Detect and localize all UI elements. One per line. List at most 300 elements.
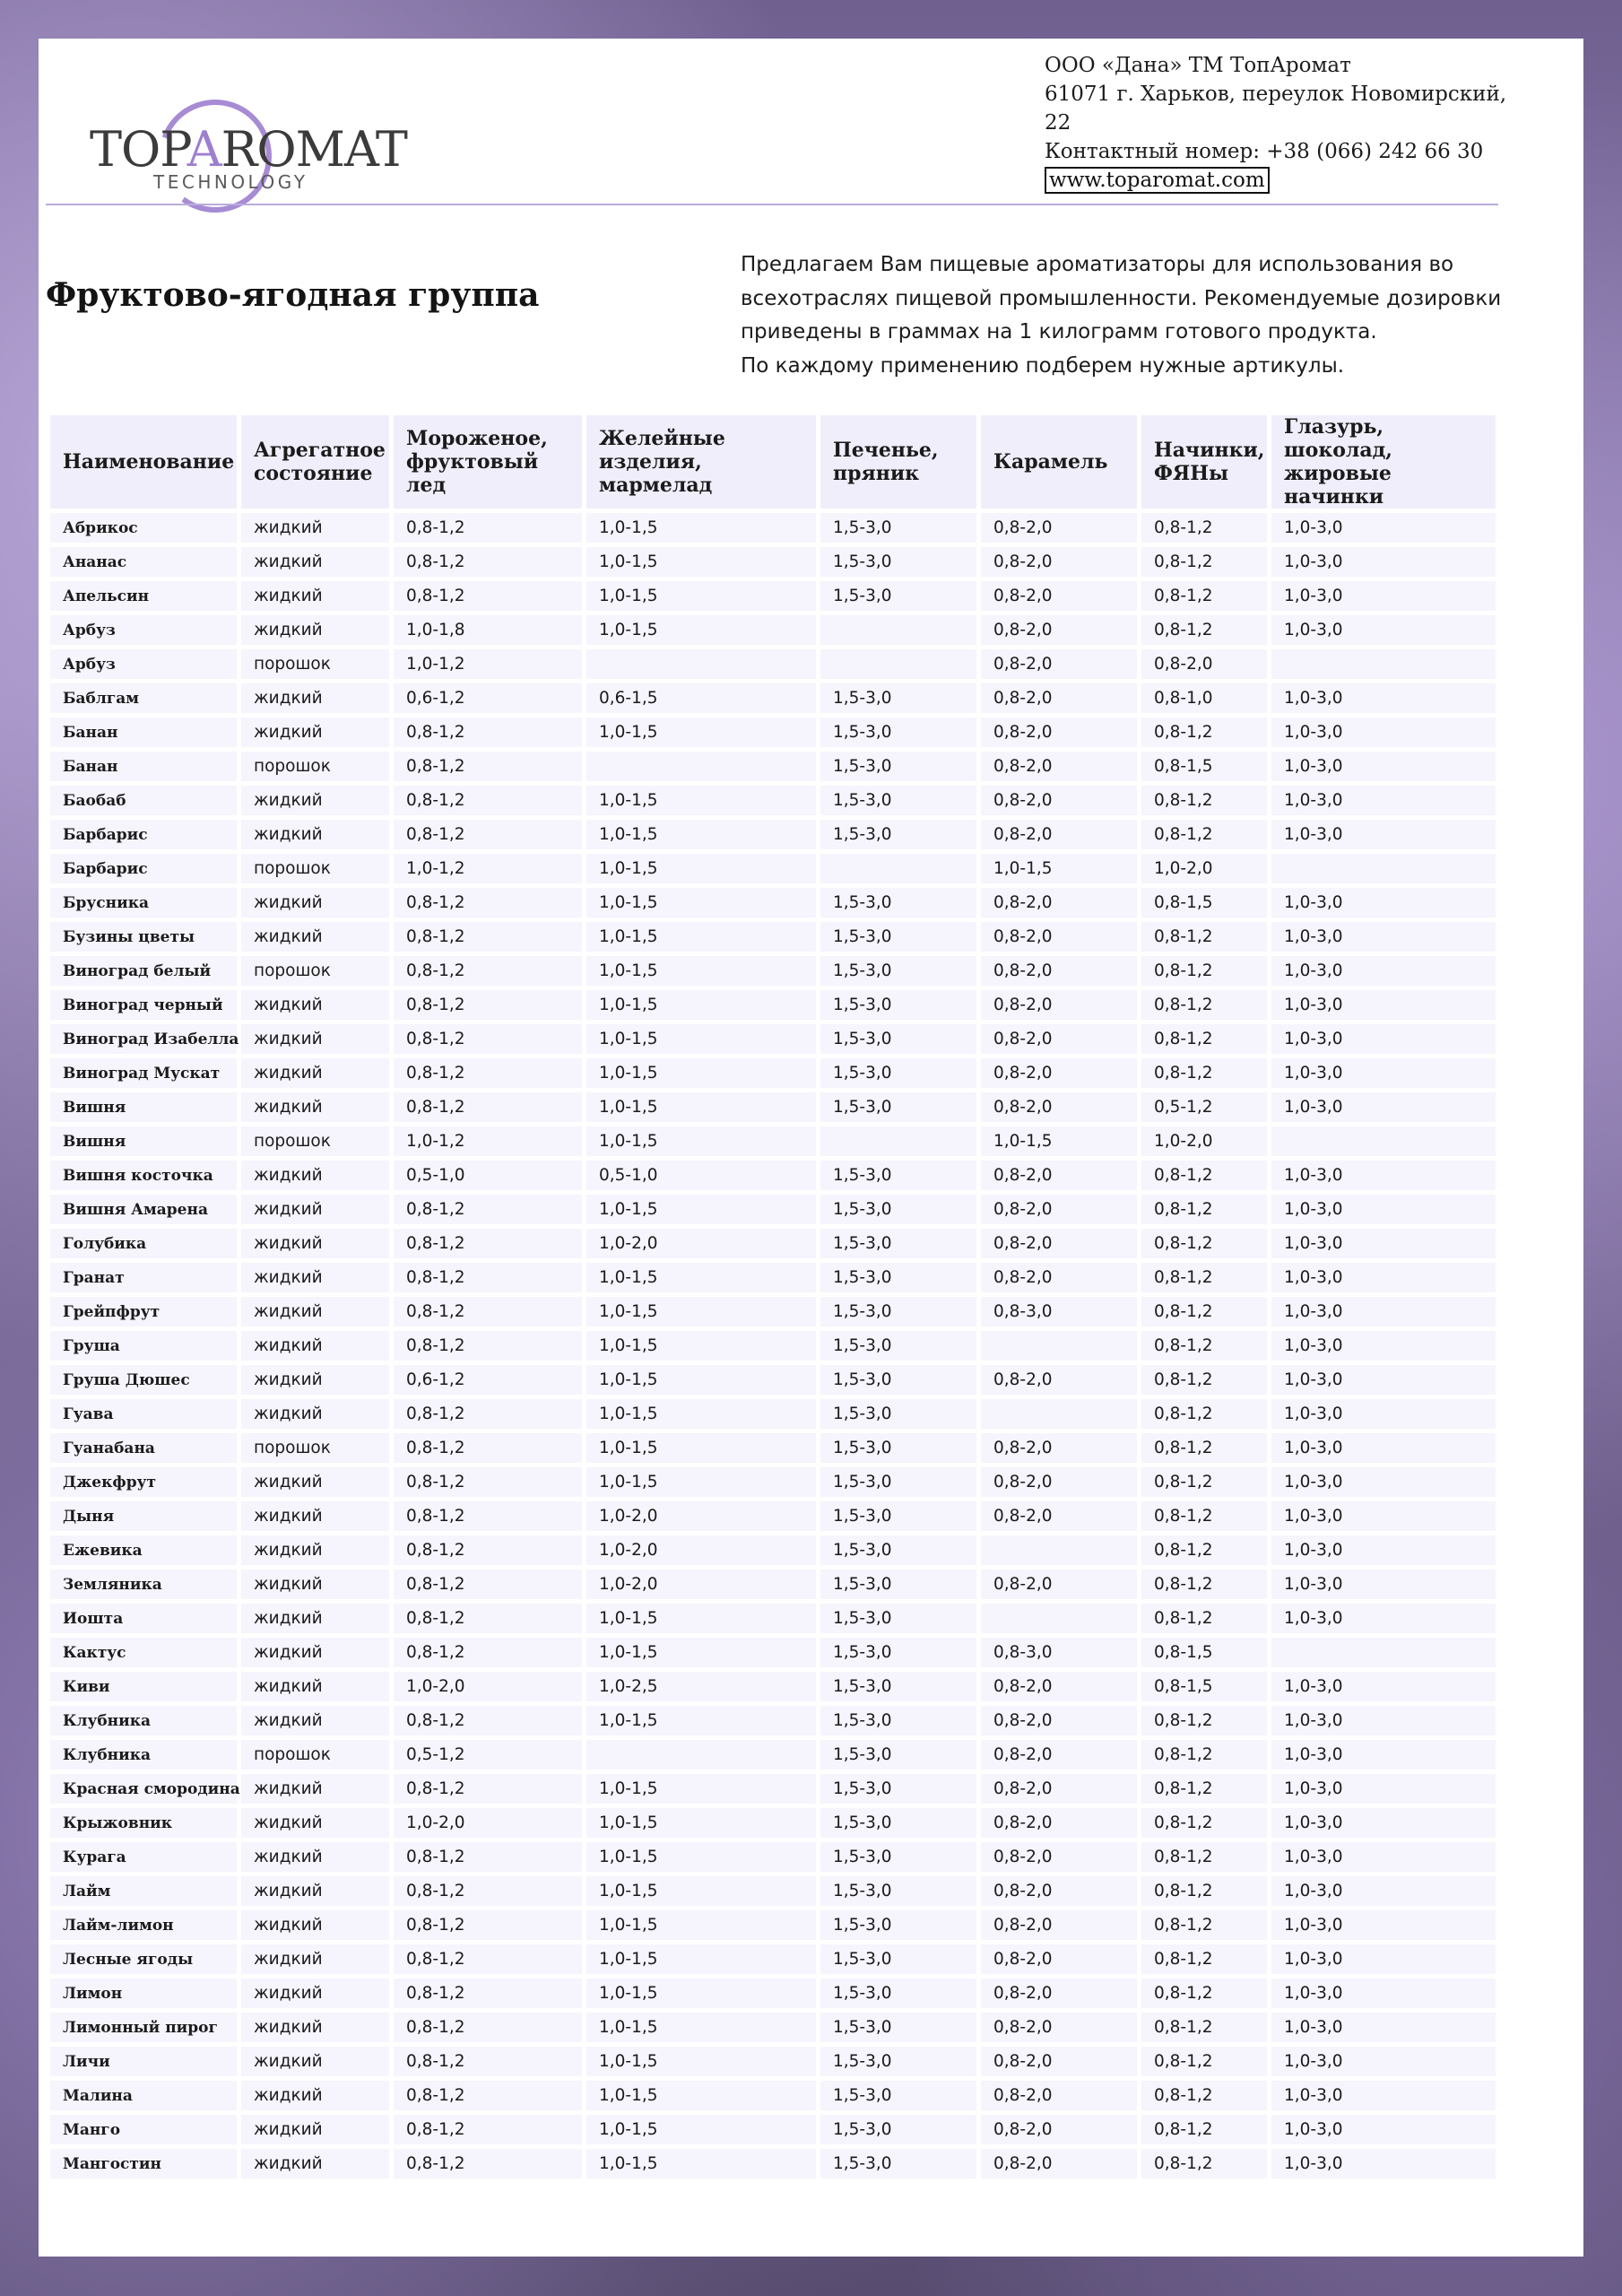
dosage-cell: 1,5-3,0 bbox=[820, 1944, 976, 1974]
dosage-cell: 0,8-1,5 bbox=[1141, 888, 1267, 918]
dosage-cell: 0,8-1,2 bbox=[1141, 1433, 1267, 1463]
product-name-cell: Манго bbox=[50, 2115, 237, 2144]
dosage-cell: 0,8-1,2 bbox=[1141, 820, 1267, 849]
column-header-line: Желейные bbox=[599, 427, 725, 450]
intro-line: приведены в граммах на 1 килограмм готового продукта. bbox=[741, 320, 1377, 344]
product-name-cell: Арбуз bbox=[50, 649, 237, 679]
dosage-cell: 0,8-1,2 bbox=[1141, 1706, 1267, 1735]
table-row bbox=[50, 888, 1496, 918]
dosage-cell: 0,8-1,2 bbox=[1141, 1399, 1267, 1429]
product-name-cell: Лесные ягоды bbox=[50, 1944, 237, 1974]
product-name-cell: Мангостин bbox=[50, 2149, 237, 2179]
product-name-cell: Виноград Мускат bbox=[50, 1058, 237, 1088]
dosage-cell: 1,0-1,5 bbox=[586, 513, 816, 543]
dosage-cell: 1,0-1,5 bbox=[586, 1638, 816, 1667]
intro-line: Предлагаем Вам пищевые ароматизаторы для использования во bbox=[741, 253, 1454, 276]
column-header-line: Агрегатное bbox=[254, 439, 386, 462]
product-name-cell: Голубика bbox=[50, 1229, 237, 1258]
dosage-cell: 0,8-2,0 bbox=[981, 1433, 1137, 1463]
dosage-cell: 1,0-1,5 bbox=[586, 1399, 816, 1429]
dosage-cell: 1,0-3,0 bbox=[1271, 1433, 1496, 1463]
dosage-cell: 1,0-3,0 bbox=[1271, 718, 1496, 747]
dosage-cell: 1,0-1,5 bbox=[586, 1297, 816, 1326]
product-name-cell: Вишня bbox=[50, 1126, 237, 1156]
state-cell: жидкий bbox=[241, 1195, 389, 1224]
dosage-cell: 1,0-3,0 bbox=[1271, 1842, 1496, 1872]
product-name-cell: Баблгам bbox=[50, 683, 237, 713]
table-row bbox=[50, 2081, 1496, 2110]
dosage-cell: 0,8-1,2 bbox=[394, 1774, 582, 1804]
dosage-cell: 1,0-3,0 bbox=[1271, 1876, 1496, 1906]
dosage-cell: 1,5-3,0 bbox=[820, 1876, 976, 1906]
dosage-cell: 0,8-1,2 bbox=[394, 1399, 582, 1429]
state-cell: жидкий bbox=[241, 1092, 389, 1122]
dosage-cell: 1,0-2,0 bbox=[586, 1570, 816, 1599]
website-link[interactable]: www.toparomat.com bbox=[1045, 167, 1270, 194]
product-name-cell: Вишня bbox=[50, 1092, 237, 1122]
dosage-cell: 0,8-2,0 bbox=[981, 1672, 1137, 1701]
dosage-cell: 0,8-1,2 bbox=[394, 888, 582, 918]
dosage-cell: 0,8-1,2 bbox=[394, 1263, 582, 1292]
dosage-cell: 0,8-1,2 bbox=[394, 1229, 582, 1258]
dosage-cell: 1,0-1,5 bbox=[586, 922, 816, 952]
dosage-cell: 0,5-1,0 bbox=[586, 1161, 816, 1190]
dosage-cell: 0,8-1,2 bbox=[1141, 1058, 1267, 1088]
dosage-cell: 1,5-3,0 bbox=[820, 1399, 976, 1429]
dosage-cell: 1,0-3,0 bbox=[1271, 956, 1496, 986]
dosage-cell: 1,0-3,0 bbox=[1271, 1229, 1496, 1258]
table-row bbox=[50, 1570, 1496, 1599]
dosage-cell: 0,8-2,0 bbox=[981, 1195, 1137, 1224]
dosage-cell: 1,5-3,0 bbox=[820, 1604, 976, 1633]
dosage-cell: 1,0-3,0 bbox=[1271, 2081, 1496, 2110]
dosage-cell: 1,5-3,0 bbox=[820, 1195, 976, 1224]
product-name-cell: Груша bbox=[50, 1331, 237, 1361]
dosage-cell: 1,0-3,0 bbox=[1271, 1570, 1496, 1599]
company-name: ООО «Дана» ТМ ТопАромат bbox=[1045, 54, 1351, 77]
dosage-cell: 0,8-1,2 bbox=[1141, 1161, 1267, 1190]
dosage-cell: 1,0-3,0 bbox=[1271, 2115, 1496, 2144]
table-row bbox=[50, 718, 1496, 747]
dosage-cell bbox=[820, 1126, 976, 1156]
dosage-cell: 0,8-1,2 bbox=[394, 1297, 582, 1326]
dosage-cell: 1,5-3,0 bbox=[820, 1467, 976, 1497]
dosage-cell: 1,5-3,0 bbox=[820, 1672, 976, 1701]
table-row bbox=[50, 1808, 1496, 1838]
dosage-cell bbox=[1271, 1638, 1496, 1667]
dosage-cell: 1,0-3,0 bbox=[1271, 1263, 1496, 1292]
dosage-cell: 1,0-1,5 bbox=[586, 2081, 816, 2110]
state-cell: жидкий bbox=[241, 1774, 389, 1804]
dosage-cell: 0,8-1,2 bbox=[1141, 2013, 1267, 2042]
dosage-cell: 0,8-2,0 bbox=[981, 2115, 1137, 2144]
dosage-cell: 1,0-3,0 bbox=[1271, 1024, 1496, 1054]
dosage-cell: 0,8-1,2 bbox=[1141, 990, 1267, 1020]
state-cell: порошок bbox=[241, 1740, 389, 1770]
svg-text:TOPAROMAT bbox=[90, 121, 408, 178]
dosage-cell: 1,0-1,5 bbox=[586, 1092, 816, 1122]
dosage-cell: 0,8-1,2 bbox=[394, 2149, 582, 2179]
state-cell: жидкий bbox=[241, 547, 389, 577]
dosage-cell: 1,0-1,5 bbox=[586, 581, 816, 611]
dosage-cell: 1,0-1,5 bbox=[586, 1604, 816, 1633]
dosage-cell: 1,0-3,0 bbox=[1271, 547, 1496, 577]
state-cell: жидкий bbox=[241, 1638, 389, 1667]
state-cell: жидкий bbox=[241, 1501, 389, 1531]
dosage-cell: 0,8-1,2 bbox=[1141, 1535, 1267, 1565]
dosage-cell: 0,8-1,2 bbox=[1141, 1944, 1267, 1974]
column-header-line: пряник bbox=[833, 462, 920, 485]
dosage-cell: 1,0-2,0 bbox=[1141, 1126, 1267, 1156]
dosage-cell bbox=[586, 649, 816, 679]
dosage-cell bbox=[1271, 854, 1496, 883]
dosage-cell: 0,8-1,2 bbox=[1141, 786, 1267, 815]
dosage-cell: 0,8-1,2 bbox=[1141, 922, 1267, 952]
dosage-cell: 1,0-1,8 bbox=[394, 615, 582, 645]
dosage-cell: 1,5-3,0 bbox=[820, 922, 976, 952]
dosage-cell: 1,0-1,2 bbox=[394, 1126, 582, 1156]
column-header bbox=[586, 415, 816, 509]
dosage-cell: 1,5-3,0 bbox=[820, 1570, 976, 1599]
dosage-cell: 0,8-1,5 bbox=[1141, 1638, 1267, 1667]
dosage-cell: 0,8-1,2 bbox=[394, 1910, 582, 1940]
dosage-cell: 1,0-3,0 bbox=[1271, 683, 1496, 713]
state-cell: жидкий bbox=[241, 922, 389, 952]
state-cell: жидкий bbox=[241, 1910, 389, 1940]
state-cell: жидкий bbox=[241, 1297, 389, 1326]
dosage-cell: 1,0-3,0 bbox=[1271, 1706, 1496, 1735]
state-cell: жидкий bbox=[241, 820, 389, 849]
state-cell: порошок bbox=[241, 752, 389, 781]
dosage-cell: 0,8-2,0 bbox=[1141, 649, 1267, 679]
dosage-cell: 0,8-1,2 bbox=[394, 547, 582, 577]
dosage-cell: 1,5-3,0 bbox=[820, 1365, 976, 1395]
dosage-cell: 0,8-1,2 bbox=[1141, 1842, 1267, 1872]
dosage-cell: 1,0-3,0 bbox=[1271, 1604, 1496, 1633]
dosage-cell: 0,8-2,0 bbox=[981, 547, 1137, 577]
dosage-cell: 0,8-1,5 bbox=[1141, 1672, 1267, 1701]
dosage-cell: 1,0-2,5 bbox=[586, 1672, 816, 1701]
dosage-cell bbox=[586, 752, 816, 781]
table-row bbox=[50, 1535, 1496, 1565]
dosage-cell bbox=[820, 615, 976, 645]
column-header-line: ФЯНы bbox=[1154, 462, 1229, 485]
dosage-cell: 1,5-3,0 bbox=[820, 990, 976, 1020]
dosage-cell: 0,8-1,2 bbox=[1141, 2149, 1267, 2179]
dosage-cell: 1,5-3,0 bbox=[820, 2047, 976, 2076]
dosage-cell: 0,8-1,2 bbox=[394, 1467, 582, 1497]
state-cell: жидкий bbox=[241, 2149, 389, 2179]
product-name-cell: Брусника bbox=[50, 888, 237, 918]
dosage-cell: 0,8-2,0 bbox=[981, 1570, 1137, 1599]
dosage-cell: 0,8-2,0 bbox=[981, 990, 1137, 1020]
state-cell: жидкий bbox=[241, 1570, 389, 1599]
dosage-cell: 1,0-3,0 bbox=[1271, 1501, 1496, 1531]
product-name-cell: Вишня косточка bbox=[50, 1161, 237, 1190]
dosage-cell: 0,8-1,2 bbox=[1141, 2047, 1267, 2076]
column-header-line: жировые начинки bbox=[1284, 462, 1392, 509]
dosage-cell: 1,0-1,5 bbox=[586, 2013, 816, 2042]
dosage-cell: 1,0-2,0 bbox=[586, 1501, 816, 1531]
table-row bbox=[50, 1195, 1496, 1224]
dosage-cell: 0,8-1,5 bbox=[1141, 752, 1267, 781]
dosage-cell: 1,0-1,5 bbox=[586, 615, 816, 645]
table-row bbox=[50, 1944, 1496, 1974]
dosage-cell: 0,8-1,2 bbox=[1141, 615, 1267, 645]
dosage-cell: 0,8-2,0 bbox=[981, 1706, 1137, 1735]
dosage-cell: 1,5-3,0 bbox=[820, 1535, 976, 1565]
table-header-row bbox=[50, 415, 1496, 509]
dosage-cell: 0,8-2,0 bbox=[981, 683, 1137, 713]
column-header bbox=[241, 415, 389, 509]
dosage-cell: 0,8-2,0 bbox=[981, 615, 1137, 645]
table-row bbox=[50, 1467, 1496, 1497]
dosage-cell: 0,8-2,0 bbox=[981, 2013, 1137, 2042]
table-body bbox=[50, 513, 1496, 2179]
dosage-cell: 0,8-1,2 bbox=[1141, 1229, 1267, 1258]
table-row bbox=[50, 2115, 1496, 2144]
page-title: Фруктово-ягодная группа bbox=[46, 276, 540, 314]
dosage-cell: 0,8-1,2 bbox=[394, 1024, 582, 1054]
table-row bbox=[50, 1842, 1496, 1872]
dosage-cell: 1,5-3,0 bbox=[820, 1501, 976, 1531]
table-row bbox=[50, 956, 1496, 986]
logo-text-left: TOP bbox=[90, 121, 187, 178]
dosage-cell: 0,8-2,0 bbox=[981, 1740, 1137, 1770]
product-name-cell: Гранат bbox=[50, 1263, 237, 1292]
product-name-cell: Банан bbox=[50, 718, 237, 747]
product-name-cell: Лайм-лимон bbox=[50, 1910, 237, 1940]
intro-line: всехотраслях пищевой промышленности. Рекомендуемые дозировки bbox=[741, 286, 1502, 310]
state-cell: жидкий bbox=[241, 1024, 389, 1054]
table-row bbox=[50, 649, 1496, 679]
column-header-line: фруктовый лед bbox=[406, 450, 539, 497]
product-name-cell: Груша Дюшес bbox=[50, 1365, 237, 1395]
dosage-cell: 0,8-2,0 bbox=[981, 2149, 1137, 2179]
dosage-cell: 0,8-1,2 bbox=[1141, 1467, 1267, 1497]
dosage-cell: 1,0-1,5 bbox=[586, 1058, 816, 1088]
table-row bbox=[50, 1706, 1496, 1735]
dosage-cell: 0,8-2,0 bbox=[981, 1467, 1137, 1497]
dosage-cell: 1,5-3,0 bbox=[820, 1263, 976, 1292]
dosage-cell: 1,5-3,0 bbox=[820, 1910, 976, 1940]
dosage-cell: 1,5-3,0 bbox=[820, 1706, 976, 1735]
dosage-cell: 1,5-3,0 bbox=[820, 2013, 976, 2042]
dosage-cell: 1,0-3,0 bbox=[1271, 1467, 1496, 1497]
dosage-cell: 1,0-2,0 bbox=[586, 1535, 816, 1565]
table-row bbox=[50, 1229, 1496, 1258]
dosage-cell: 0,6-1,5 bbox=[586, 683, 816, 713]
dosage-cell: 0,8-1,2 bbox=[394, 1979, 582, 2008]
state-cell: жидкий bbox=[241, 1706, 389, 1735]
product-name-cell: Грейпфрут bbox=[50, 1297, 237, 1326]
table-row bbox=[50, 1024, 1496, 1054]
dosage-cell bbox=[981, 1331, 1137, 1361]
table-row bbox=[50, 1263, 1496, 1292]
dosage-cell: 0,5-1,2 bbox=[394, 1740, 582, 1770]
product-name-cell: Ананас bbox=[50, 547, 237, 577]
dosage-cell: 1,0-3,0 bbox=[1271, 888, 1496, 918]
dosage-cell bbox=[1271, 649, 1496, 679]
dosage-cell: 1,0-3,0 bbox=[1271, 820, 1496, 849]
table-row bbox=[50, 1740, 1496, 1770]
dosage-cell: 0,8-1,2 bbox=[394, 956, 582, 986]
dosage-cell: 0,8-1,2 bbox=[1141, 1570, 1267, 1599]
company-phone: Контактный номер: +38 (066) 242 66 30 bbox=[1045, 140, 1484, 163]
table-row bbox=[50, 820, 1496, 849]
state-cell: жидкий bbox=[241, 888, 389, 918]
dosage-cell: 1,0-3,0 bbox=[1271, 2149, 1496, 2179]
table-row bbox=[50, 1433, 1496, 1463]
state-cell: жидкий bbox=[241, 513, 389, 543]
product-name-cell: Клубника bbox=[50, 1706, 237, 1735]
dosage-cell: 1,0-3,0 bbox=[1271, 581, 1496, 611]
state-cell: жидкий bbox=[241, 1808, 389, 1838]
table-row bbox=[50, 513, 1496, 543]
dosage-cell: 0,8-3,0 bbox=[981, 1297, 1137, 1326]
product-name-cell: Личи bbox=[50, 2047, 237, 2076]
dosage-cell: 0,8-1,2 bbox=[394, 1058, 582, 1088]
table-row bbox=[50, 615, 1496, 645]
product-name-cell: Виноград Изабелла bbox=[50, 1024, 237, 1054]
dosage-cell: 0,8-2,0 bbox=[981, 786, 1137, 815]
dosage-cell: 0,8-2,0 bbox=[981, 513, 1137, 543]
dosage-table bbox=[46, 411, 1500, 2183]
dosage-cell: 1,0-1,5 bbox=[586, 1331, 816, 1361]
table-row bbox=[50, 990, 1496, 1020]
table-row bbox=[50, 1092, 1496, 1122]
state-cell: жидкий bbox=[241, 1842, 389, 1872]
state-cell: порошок bbox=[241, 956, 389, 986]
dosage-cell: 0,8-1,2 bbox=[394, 1604, 582, 1633]
logo-text-accent: A bbox=[186, 121, 221, 178]
table-row bbox=[50, 752, 1496, 781]
table-row bbox=[50, 1365, 1496, 1395]
dosage-cell: 1,5-3,0 bbox=[820, 513, 976, 543]
dosage-cell: 0,8-1,2 bbox=[1141, 1740, 1267, 1770]
dosage-cell: 1,5-3,0 bbox=[820, 1808, 976, 1838]
dosage-cell: 1,5-3,0 bbox=[820, 1433, 976, 1463]
dosage-cell: 0,8-1,2 bbox=[394, 1876, 582, 1906]
dosage-cell: 0,8-2,0 bbox=[981, 922, 1137, 952]
dosage-cell: 1,0-1,2 bbox=[394, 854, 582, 883]
product-name-cell: Киви bbox=[50, 1672, 237, 1701]
table-row bbox=[50, 581, 1496, 611]
dosage-cell: 0,8-2,0 bbox=[981, 1944, 1137, 1974]
dosage-cell: 1,0-3,0 bbox=[1271, 1399, 1496, 1429]
product-name-cell: Баобаб bbox=[50, 786, 237, 815]
dosage-cell: 1,0-2,0 bbox=[394, 1808, 582, 1838]
dosage-cell: 0,8-1,2 bbox=[1141, 956, 1267, 986]
column-header bbox=[50, 415, 237, 509]
state-cell: жидкий bbox=[241, 683, 389, 713]
dosage-cell: 1,0-1,5 bbox=[586, 956, 816, 986]
intro-text bbox=[741, 248, 1512, 383]
table-row bbox=[50, 2013, 1496, 2042]
dosage-cell: 0,8-2,0 bbox=[981, 956, 1137, 986]
state-cell: жидкий bbox=[241, 718, 389, 747]
state-cell: жидкий bbox=[241, 1399, 389, 1429]
dosage-cell: 1,0-3,0 bbox=[1271, 1808, 1496, 1838]
dosage-cell: 0,8-3,0 bbox=[981, 1638, 1137, 1667]
dosage-cell: 1,0-3,0 bbox=[1271, 1672, 1496, 1701]
dosage-cell: 0,8-1,2 bbox=[1141, 1979, 1267, 2008]
dosage-cell: 0,8-1,2 bbox=[1141, 1024, 1267, 1054]
dosage-cell: 0,8-2,0 bbox=[981, 581, 1137, 611]
dosage-cell: 0,8-1,2 bbox=[394, 2115, 582, 2144]
dosage-cell: 0,8-1,2 bbox=[394, 1331, 582, 1361]
dosage-cell: 1,0-1,5 bbox=[586, 990, 816, 1020]
dosage-cell: 1,0-3,0 bbox=[1271, 786, 1496, 815]
dosage-cell: 0,8-2,0 bbox=[981, 1024, 1137, 1054]
dosage-cell: 1,0-3,0 bbox=[1271, 615, 1496, 645]
logo-text-right: ROMAT bbox=[221, 121, 407, 178]
dosage-cell: 1,0-3,0 bbox=[1271, 1195, 1496, 1224]
product-name-cell: Лимонный пирог bbox=[50, 2013, 237, 2042]
product-name-cell: Гуанабана bbox=[50, 1433, 237, 1463]
dosage-cell: 0,8-1,2 bbox=[394, 1944, 582, 1974]
dosage-cell: 1,0-2,0 bbox=[1141, 854, 1267, 883]
dosage-cell: 0,8-1,2 bbox=[394, 990, 582, 1020]
product-name-cell: Барбарис bbox=[50, 854, 237, 883]
dosage-cell: 1,5-3,0 bbox=[820, 718, 976, 747]
dosage-cell: 0,8-1,2 bbox=[394, 752, 582, 781]
dosage-cell: 1,5-3,0 bbox=[820, 1024, 976, 1054]
state-cell: порошок bbox=[241, 854, 389, 883]
dosage-cell: 0,8-1,2 bbox=[394, 2081, 582, 2110]
dosage-cell: 0,5-1,0 bbox=[394, 1161, 582, 1190]
dosage-cell: 1,0-1,5 bbox=[586, 1842, 816, 1872]
dosage-cell: 1,0-1,5 bbox=[586, 1808, 816, 1838]
dosage-cell: 1,5-3,0 bbox=[820, 888, 976, 918]
table-row bbox=[50, 1501, 1496, 1531]
dosage-cell: 1,5-3,0 bbox=[820, 2081, 976, 2110]
column-header-line: Мороженое, bbox=[406, 427, 548, 450]
dosage-cell: 0,8-2,0 bbox=[981, 1365, 1137, 1395]
dosage-cell: 1,0-1,5 bbox=[586, 1365, 816, 1395]
dosage-cell: 0,8-2,0 bbox=[981, 1229, 1137, 1258]
dosage-cell: 0,8-1,2 bbox=[394, 2013, 582, 2042]
product-name-cell: Кактус bbox=[50, 1638, 237, 1667]
dosage-cell: 1,0-3,0 bbox=[1271, 1740, 1496, 1770]
dosage-cell: 0,8-1,2 bbox=[394, 1638, 582, 1667]
toparomat-logo bbox=[52, 56, 407, 226]
dosage-cell: 1,0-1,2 bbox=[394, 649, 582, 679]
dosage-cell: 0,8-1,2 bbox=[1141, 1331, 1267, 1361]
dosage-cell: 1,0-3,0 bbox=[1271, 1092, 1496, 1122]
product-name-cell: Абрикос bbox=[50, 513, 237, 543]
table-row bbox=[50, 1161, 1496, 1190]
dosage-cell: 1,0-1,5 bbox=[981, 1126, 1137, 1156]
table-row bbox=[50, 1126, 1496, 1156]
dosage-cell: 1,5-3,0 bbox=[820, 786, 976, 815]
column-header bbox=[981, 415, 1137, 509]
product-name-cell: Иошта bbox=[50, 1604, 237, 1633]
state-cell: жидкий bbox=[241, 1876, 389, 1906]
table-row bbox=[50, 2149, 1496, 2179]
dosage-cell: 1,0-3,0 bbox=[1271, 1910, 1496, 1940]
dosage-cell: 0,8-1,2 bbox=[1141, 1297, 1267, 1326]
dosage-cell: 1,0-1,5 bbox=[586, 1979, 816, 2008]
dosage-cell: 1,0-3,0 bbox=[1271, 1365, 1496, 1395]
dosage-cell: 0,8-2,0 bbox=[981, 1058, 1137, 1088]
dosage-cell: 0,8-1,2 bbox=[394, 820, 582, 849]
column-header-line: Печенье, bbox=[833, 439, 939, 462]
table-row bbox=[50, 786, 1496, 815]
dosage-cell: 1,0-3,0 bbox=[1271, 1535, 1496, 1565]
dosage-cell: 0,8-1,2 bbox=[394, 1092, 582, 1122]
product-name-cell: Апельсин bbox=[50, 581, 237, 611]
